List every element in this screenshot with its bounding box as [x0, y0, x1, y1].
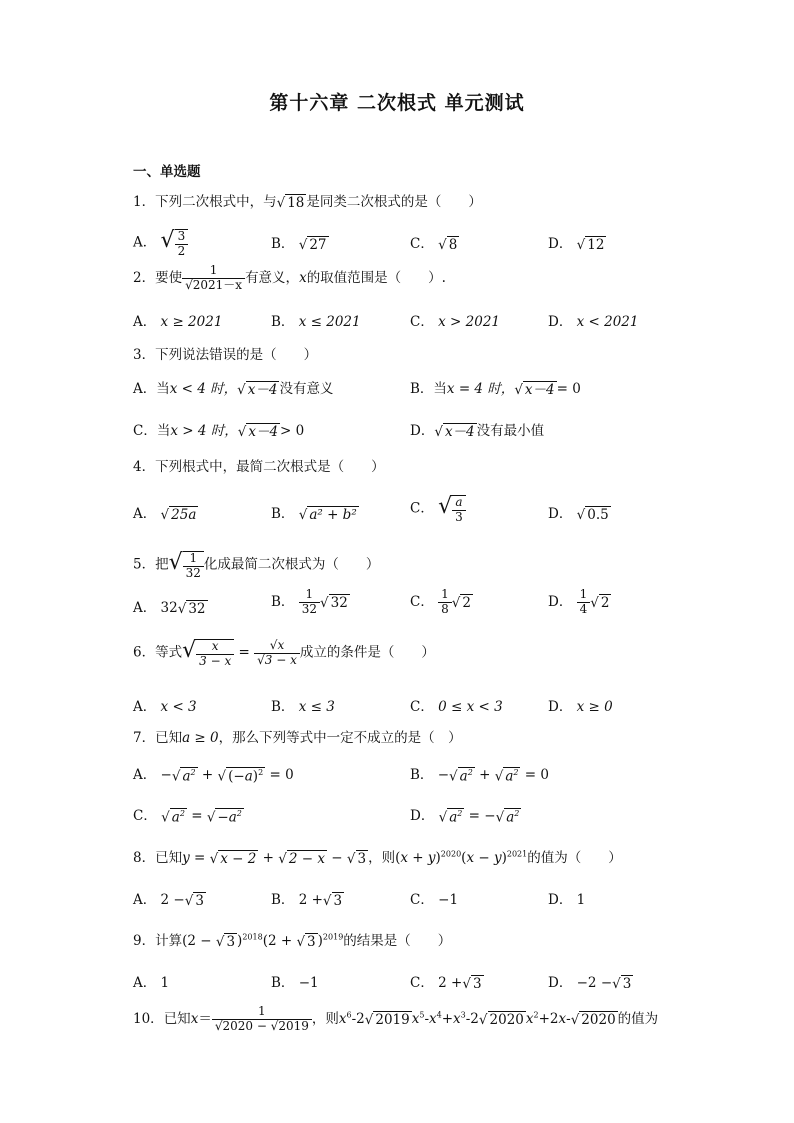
q2-option-d[interactable]: D． x < 2021	[548, 314, 639, 330]
q6-option-c[interactable]: C． 0 ≤ x < 3	[410, 699, 503, 715]
question-4: 4．下列根式中，最简二次根式是（ ）	[133, 459, 385, 475]
q9-option-c[interactable]: C． 2 +√ 3	[410, 975, 482, 992]
q1-option-c[interactable]: C． √ 8	[410, 236, 458, 253]
q6-option-d[interactable]: D． x ≥ 0	[548, 699, 613, 715]
section-heading: 一、单选题	[133, 164, 201, 180]
q5-option-d[interactable]: D． $\frac{1}{4}$ √ 2	[548, 587, 610, 616]
q6-option-a[interactable]: A． x < 3	[133, 699, 197, 715]
question-3: 3．下列说法错误的是（ ）	[133, 347, 318, 363]
q4-option-d[interactable]: D． √ 0.5	[548, 506, 609, 523]
q8-option-b[interactable]: B． 2 +√ 3	[271, 892, 343, 909]
question-8: 8．已知y = √ x − 2 + √ 2 − x − √ 3 ，则$(x + y)^{2020}(x - y)^{2021}$的值为（ ）	[133, 849, 622, 867]
q5-option-c[interactable]: C． $\frac{1}{8}$ √ 2	[410, 587, 471, 616]
q9-option-d[interactable]: D． −2 −√ 3	[548, 975, 632, 992]
q3-option-d[interactable]: D．√ x－4 没有最小值	[410, 423, 545, 440]
q7-option-b[interactable]: B． −√ $a^2$ + √ $a^2 = 0$	[410, 767, 549, 785]
q4-option-a[interactable]: A． √ 25a	[133, 506, 197, 523]
q1-option-d[interactable]: D． √ 12	[548, 236, 605, 253]
q8-option-a[interactable]: A． 2 −√ 3	[133, 892, 204, 909]
question-6: 6．等式√ $\frac{x}{3 - x}$ = $\frac{√x}{√3 - x}$ 成立的条件是（ ）	[133, 637, 435, 668]
q5-option-b[interactable]: B． $\frac{1}{32}$ √ 32	[271, 587, 348, 616]
question-2: 2．要使 $\frac{1}{√2021-x}$ 有意义，x的取值范围是（ ）.	[133, 263, 446, 292]
q9-option-b[interactable]: B． −1	[271, 975, 319, 991]
q7-option-c[interactable]: C． √ $a^2$ = √ $-a^2$	[133, 808, 242, 826]
q6-option-b[interactable]: B． x ≤ 3	[271, 699, 335, 715]
question-9: 9．计算(2 − √ 3 )$^{2018}$(2 + √ 3 )$^{2019}$的结果是（ ）	[133, 932, 452, 950]
q9-option-a[interactable]: A． 1	[133, 975, 170, 991]
q3-option-b[interactable]: B．当x = 4 时，√ x－4 = 0	[410, 381, 581, 398]
q2-option-b[interactable]: B． x ≤ 2021	[271, 314, 361, 330]
q8-option-d[interactable]: D． 1	[548, 892, 586, 908]
q3-option-a[interactable]: A．当x < 4 时，√ x－4 没有意义	[133, 381, 334, 398]
page-title: 第十六章 二次根式 单元测试	[269, 92, 525, 114]
q7-option-a[interactable]: A． −√ $a^2$ + √ $(-a)^2 = 0$	[133, 767, 294, 785]
question-5: 5．把√ $\frac{1}{32}$ 化成最简二次根式为（ ）	[133, 550, 380, 580]
q8-option-c[interactable]: C． −1	[410, 892, 459, 908]
question-1: 1．下列二次根式中，与√ 18 是同类二次根式的是（ ）	[133, 194, 482, 211]
q1-option-b[interactable]: B． √ 27	[271, 236, 327, 253]
question-7: 7．已知a ≥ 0，那么下列等式中一定不成立的是（ ）	[133, 730, 462, 746]
question-10: 10．已知x＝ $\frac{1}{√2020 - √2019}$ ，则$x^6-2√$ 2019 $x^5-x^4+x^3-2√$ 2020 $x^2+2x-√$ 2020 的值为	[133, 1004, 659, 1033]
q2-option-a[interactable]: A． x ≥ 2021	[133, 314, 223, 330]
q5-option-a[interactable]: A． 32√ 32	[133, 600, 206, 617]
q7-option-d[interactable]: D． √ $a^2$ = −√ $a^2$	[410, 808, 520, 826]
q1-option-a[interactable]: A． √ $\frac{3}{2}$	[133, 228, 188, 258]
q3-option-c[interactable]: C．当x > 4 时，√ x－4 > 0	[133, 423, 305, 440]
q2-option-c[interactable]: C． x > 2021	[410, 314, 501, 330]
q4-option-b[interactable]: B． √ a² + b²	[271, 506, 357, 523]
q4-option-c[interactable]: C． √ $\frac{a}{3}$	[410, 494, 466, 524]
